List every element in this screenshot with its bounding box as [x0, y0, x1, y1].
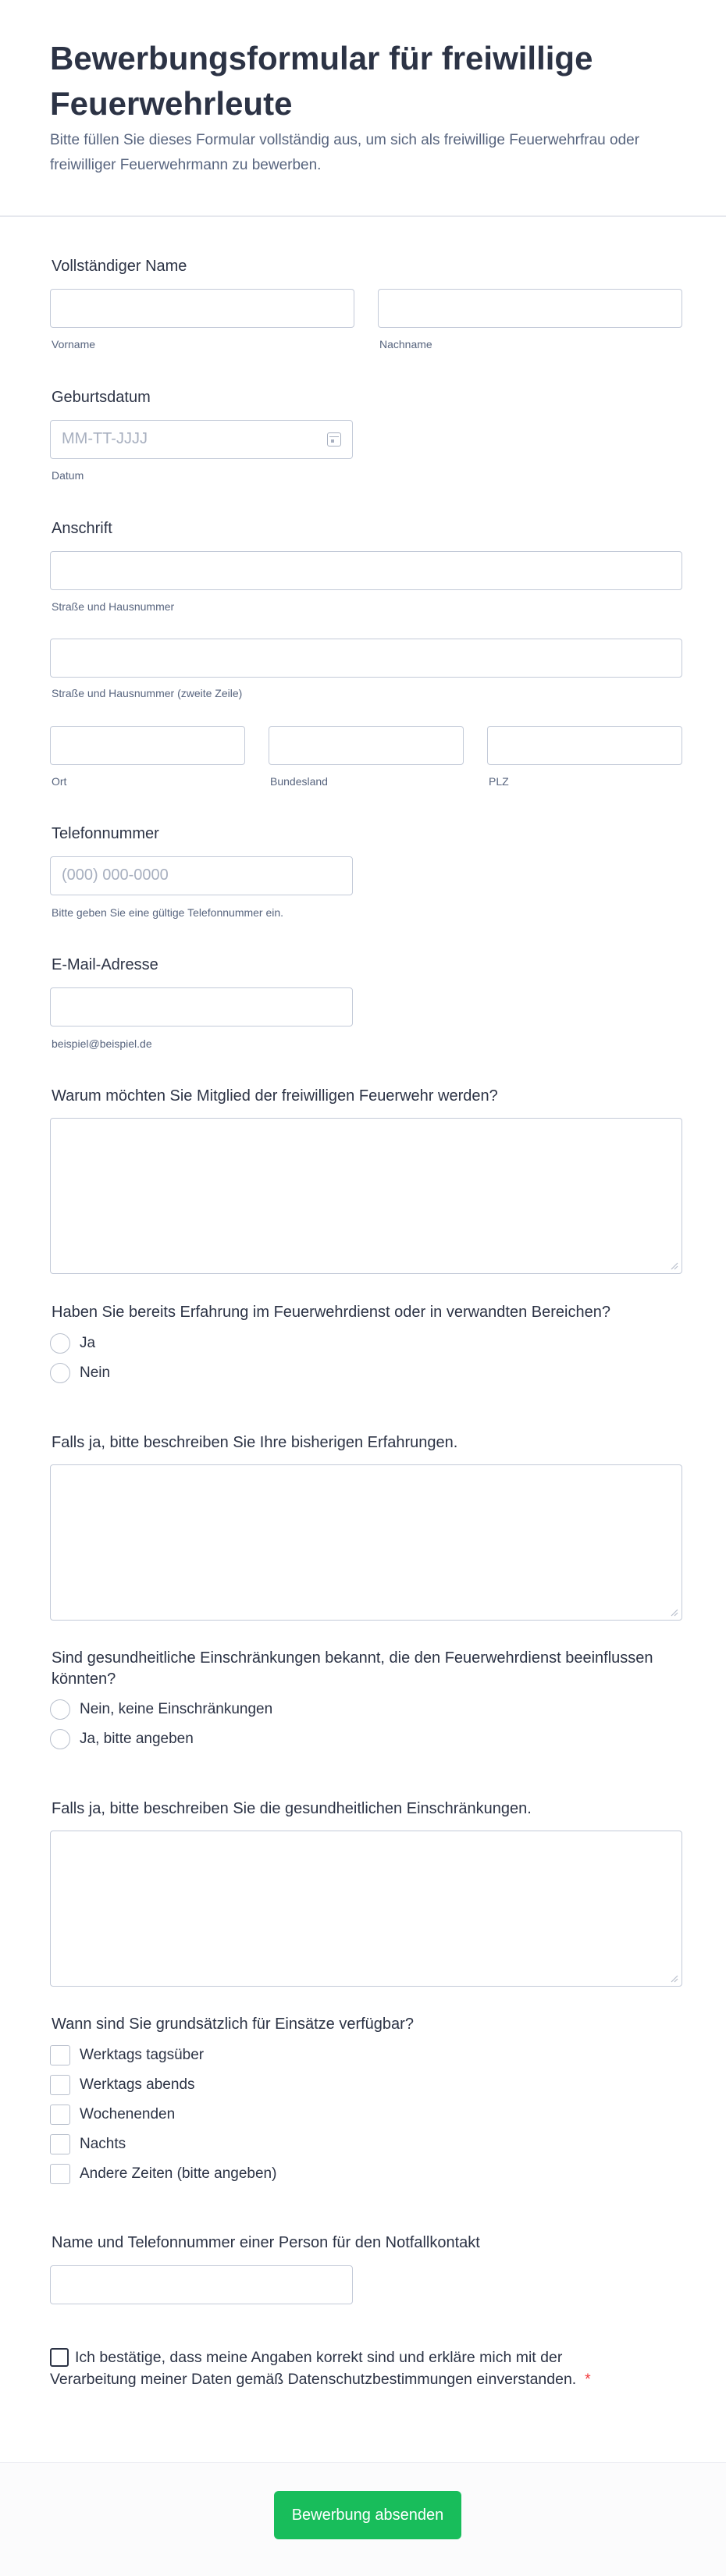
last-name-sublabel: Nachname [379, 338, 432, 350]
last-name-input[interactable] [378, 289, 682, 328]
consent-checkbox[interactable] [50, 2348, 69, 2367]
option-label: Andere Zeiten (bitte angeben) [80, 2165, 277, 2182]
phone-sublabel: Bitte geben Sie eine gültige Telefonnummer ein. [52, 906, 284, 919]
availability-option-weekday-evening[interactable] [50, 2075, 195, 2095]
why-textarea[interactable] [50, 1118, 682, 1274]
checkbox[interactable] [50, 2075, 70, 2095]
health-detail-label: Falls ja, bitte beschreiben Sie die gesundheitlichen Einschränkungen. [52, 1800, 532, 1817]
availability-option-nights[interactable] [50, 2134, 126, 2154]
option-label: Nachts [80, 2136, 126, 2152]
availability-option-other[interactable] [50, 2164, 276, 2184]
resize-grip-icon[interactable] [671, 1975, 678, 1983]
experience-label: Haben Sie bereits Erfahrung im Feuerwehrdienst oder in verwandten Bereichen? [52, 1304, 610, 1321]
option-label: Ja [80, 1335, 96, 1351]
state-input[interactable] [269, 726, 464, 765]
first-name-input[interactable] [50, 289, 354, 328]
email-input[interactable] [50, 987, 353, 1026]
availability-option-weekends[interactable] [50, 2105, 175, 2125]
form-footer [0, 2462, 726, 2576]
state-sublabel: Bundesland [270, 775, 328, 788]
form-header [0, 0, 726, 217]
street2-sublabel: Straße und Hausnummer (zweite Zeile) [52, 687, 243, 699]
zip-input[interactable] [487, 726, 682, 765]
option-label: Werktags tagsüber [80, 2047, 205, 2063]
availability-option-weekday-day[interactable] [50, 2045, 204, 2065]
birth-date-sublabel: Datum [52, 469, 84, 482]
radio-button[interactable] [50, 1729, 70, 1749]
zip-sublabel: PLZ [489, 775, 509, 788]
first-name-sublabel: Vorname [52, 338, 96, 350]
emergency-contact-label: Name und Telefonnummer einer Person für den Notfallkontakt [52, 2234, 480, 2251]
consent-label: Ich bestätige, dass meine Angaben korrekt sind und erkläre mich mit der Verarbeitung meiner Daten gemäß Datenschutzbestimmungen einverstanden. [50, 2349, 577, 2388]
birth-date-input[interactable] [50, 420, 353, 459]
option-label: Werktags abends [80, 2076, 195, 2093]
health-option-yes[interactable] [50, 1729, 194, 1749]
form-subtitle: Bitte füllen Sie dieses Formular vollständig aus, um sich als freiwillige Feuerwehrfrau oder freiwilliger Feuerwehrmann zu bewerben. [50, 132, 640, 173]
email-sublabel: beispiel@beispiel.de [52, 1037, 152, 1050]
phone-placeholder: (000) 000-0000 [62, 866, 169, 884]
health-label: Sind gesundheitliche Einschränkungen bekannt, die den Feuerwehrdienst beeinflussen könnten? [52, 1649, 653, 1688]
street2-input[interactable] [50, 639, 682, 678]
why-label: Warum möchten Sie Mitglied der freiwilligen Feuerwehr werden? [52, 1087, 498, 1105]
city-input[interactable] [50, 726, 245, 765]
birth-date-label: Geburtsdatum [52, 389, 151, 406]
checkbox[interactable] [50, 2105, 70, 2125]
health-option-none[interactable] [50, 1699, 272, 1720]
checkbox[interactable] [50, 2045, 70, 2065]
checkbox[interactable] [50, 2134, 70, 2154]
street-input[interactable] [50, 551, 682, 590]
checkbox[interactable] [50, 2164, 70, 2184]
option-label: Nein [80, 1364, 111, 1381]
required-asterisk: * [585, 2371, 591, 2388]
street-sublabel: Straße und Hausnummer [52, 600, 175, 613]
option-label: Nein, keine Einschränkungen [80, 1701, 273, 1717]
radio-button[interactable] [50, 1363, 70, 1383]
form-title: Bewerbungsformular für freiwillige Feuerwehrleute [50, 40, 593, 122]
experience-detail-textarea[interactable] [50, 1464, 682, 1621]
resize-grip-icon[interactable] [671, 1262, 678, 1270]
experience-option-no[interactable] [50, 1363, 110, 1383]
option-label: Wochenenden [80, 2106, 176, 2122]
email-label: E-Mail-Adresse [52, 956, 158, 973]
phone-input[interactable] [50, 856, 353, 895]
emergency-contact-input[interactable] [50, 2265, 353, 2304]
radio-button[interactable] [50, 1333, 70, 1354]
full-name-label: Vollständiger Name [52, 258, 187, 275]
experience-detail-label: Falls ja, bitte beschreiben Sie Ihre bisherigen Erfahrungen. [52, 1434, 458, 1451]
radio-button[interactable] [50, 1699, 70, 1720]
submit-button[interactable]: Bewerbung absenden [274, 2491, 461, 2539]
address-label: Anschrift [52, 520, 112, 537]
resize-grip-icon[interactable] [671, 1609, 678, 1617]
availability-label: Wann sind Sie grundsätzlich für Einsätze verfügbar? [52, 2016, 414, 2033]
birth-date-placeholder: MM-TT-JJJJ [62, 430, 148, 447]
experience-option-yes[interactable] [50, 1333, 95, 1354]
consent-block [50, 2347, 628, 2390]
option-label: Ja, bitte angeben [80, 1731, 194, 1747]
health-detail-textarea[interactable] [50, 1831, 682, 1987]
calendar-icon[interactable] [327, 432, 341, 447]
city-sublabel: Ort [52, 775, 67, 788]
phone-label: Telefonnummer [52, 825, 159, 842]
